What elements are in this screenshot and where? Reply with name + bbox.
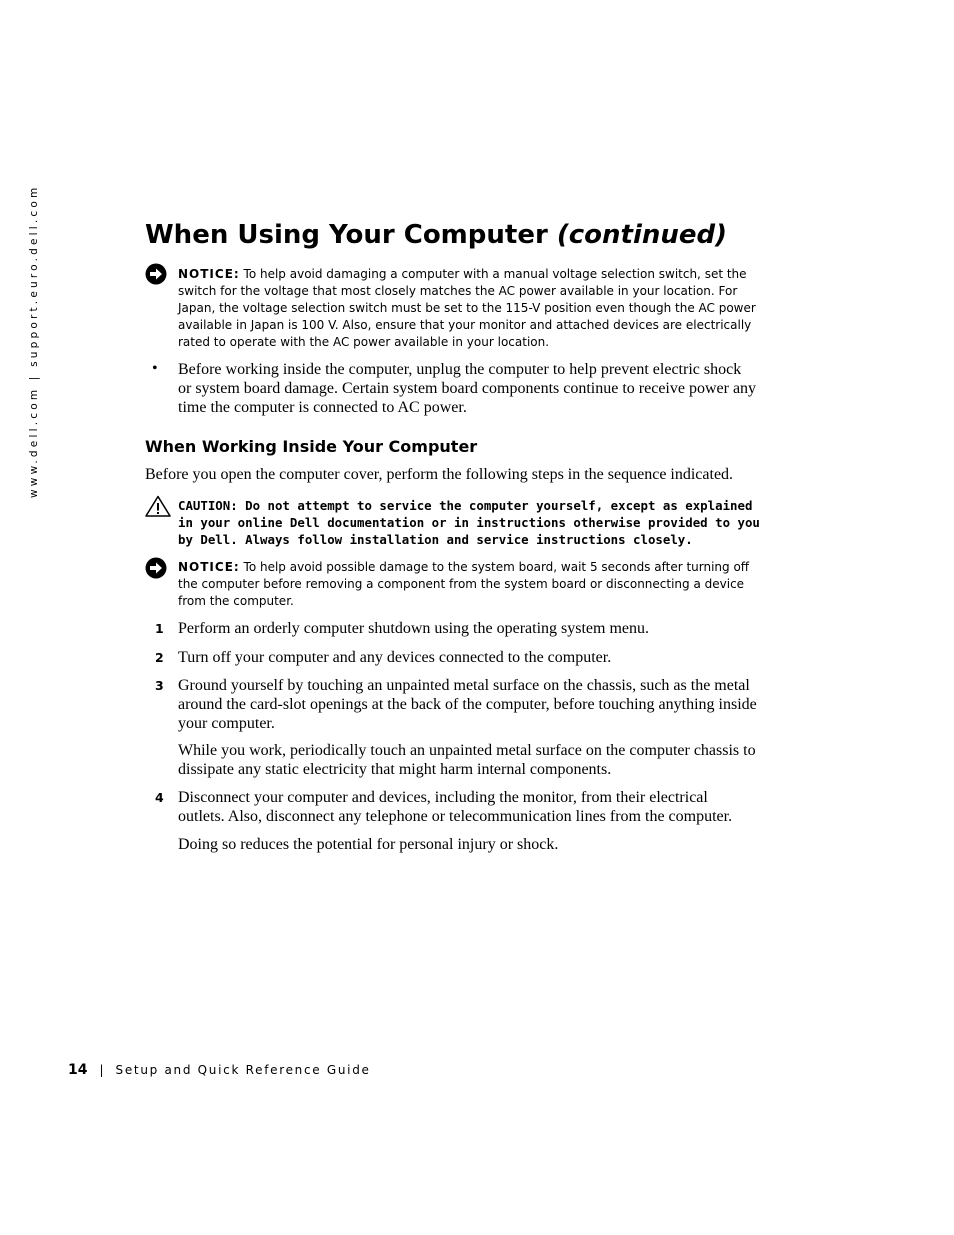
notice-icon: [145, 557, 167, 579]
notice-1: [145, 263, 760, 351]
step-number-1: 1: [155, 621, 164, 636]
page-title-main: When Using Your Computer: [145, 220, 557, 250]
step-text-1: Perform an orderly computer shutdown using the operating system menu.: [178, 620, 650, 637]
side-url: www.dell.com | support.euro.dell.com: [28, 184, 40, 498]
page-number: 14: [68, 1062, 88, 1078]
footer: [68, 1062, 371, 1078]
section-intro: Before you open the computer cover, perform the following steps in the sequence indicated.: [145, 466, 734, 483]
step-number-3: 3: [155, 678, 164, 693]
notice-text: To help avoid possible damage to the system board, wait 5 seconds after turning off the computer before removing a component from the system board or disconnecting a device from the computer.: [178, 560, 750, 608]
notice-label: NOTICE:: [178, 560, 240, 574]
notice-icon: [145, 263, 167, 285]
caution: [145, 495, 760, 548]
notice-text: To help avoid damaging a computer with a manual voltage selection switch, set the switch for the voltage that most closely matches the AC power available in your location. For Japan, the voltage selection switch must be set to the 115-V position even though the AC power available in Japan is 100 V. Also, ensure that your monitor and attached devices are electrically rated to operate with the AC power available in your location.: [178, 267, 756, 349]
notice-2: [145, 557, 760, 610]
step-text-3: Ground yourself by touching an unpainted metal surface on the chassis, such as the metal around the card-slot openings at the back of the computer, before touching anything inside your computer.: [178, 677, 757, 732]
bullet-text: Before working inside the computer, unplug the computer to help prevent electric shock or system board damage. Certain system board components continue to receive power any time the computer is connected to AC power.: [178, 361, 757, 416]
page-title: [145, 220, 727, 250]
guide-title: Setup and Quick Reference Guide: [115, 1063, 371, 1077]
caution-text: CAUTION: Do not attempt to service the computer yourself, except as explained in your online Dell documentation or in instructions otherwise provided to you by Dell. Always follow installation and service instructions closely.: [178, 498, 760, 547]
step-number-4: 4: [155, 790, 164, 805]
step-note-3: While you work, periodically touch an unpainted metal surface on the computer chassis to dissipate any static electricity that might harm internal components.: [178, 742, 756, 778]
caution-triangle-icon: [145, 495, 171, 517]
footer-separator: |: [99, 1063, 104, 1077]
step-text-4: Disconnect your computer and devices, including the monitor, from their electrical outlets. Also, disconnect any telephone or telecommunication lines from the computer.: [178, 789, 733, 825]
step-number-2: 2: [155, 650, 164, 665]
step-text-2: Turn off your computer and any devices connected to the computer.: [178, 649, 612, 666]
bullet-marker: •: [152, 360, 158, 377]
step-note-4: Doing so reduces the potential for personal injury or shock.: [178, 836, 559, 853]
section-heading: When Working Inside Your Computer: [145, 437, 478, 456]
notice-label: NOTICE:: [178, 267, 240, 281]
page-title-continued: (continued): [556, 220, 727, 250]
